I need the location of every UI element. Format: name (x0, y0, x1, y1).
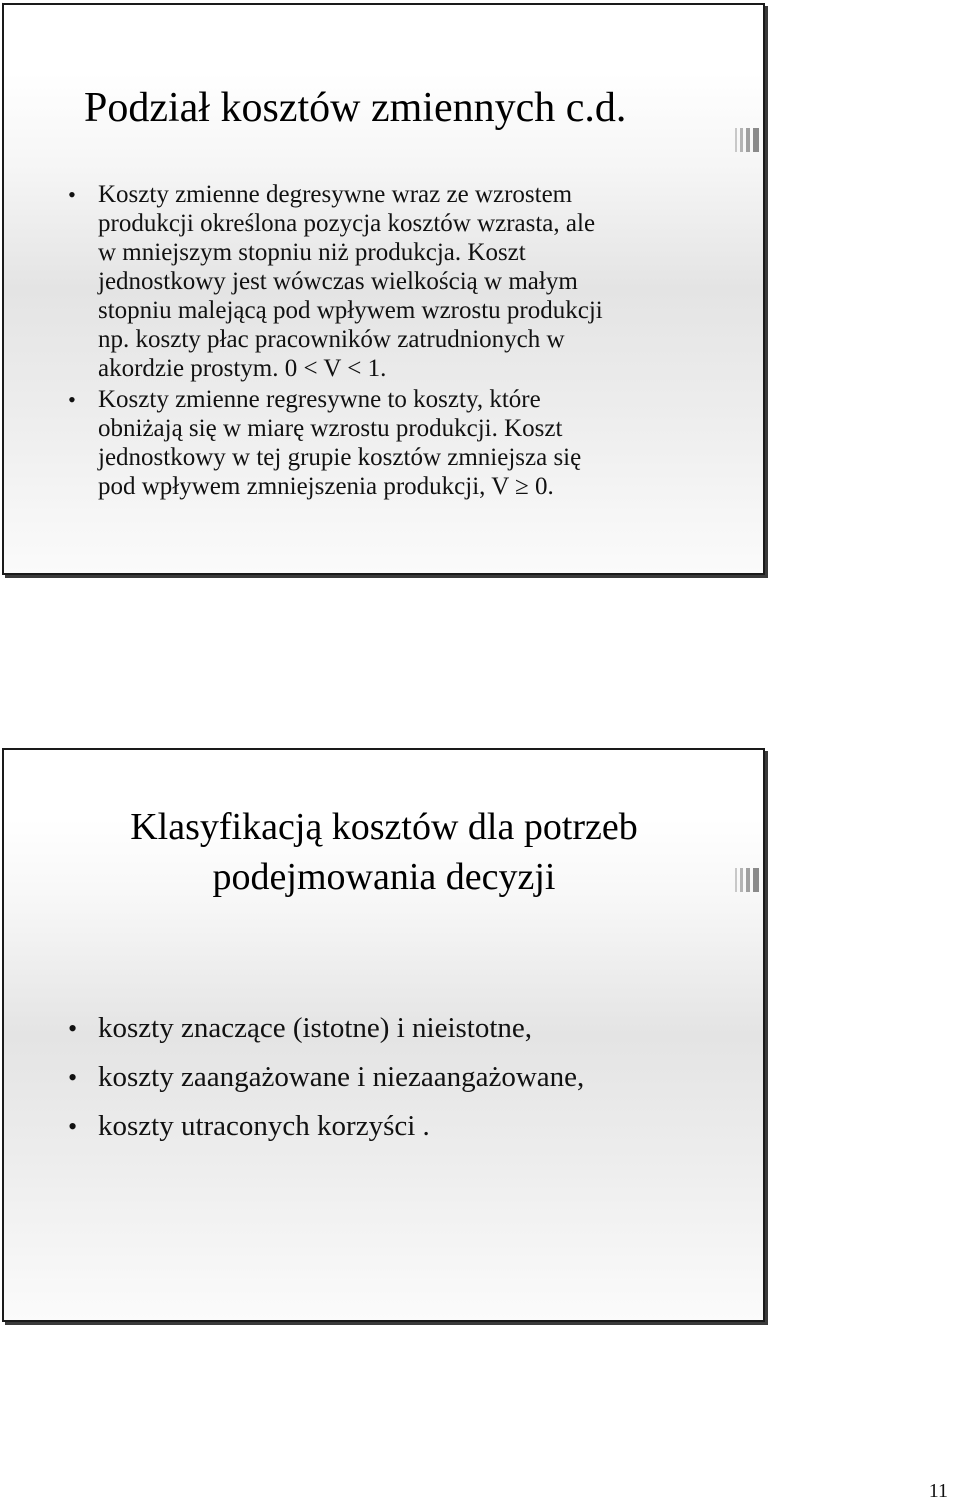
bullet-list (68, 1004, 728, 1151)
bullet-line: produkcji określona pozycja kosztów wzrasta, ale (98, 210, 596, 237)
decorative-bars (735, 868, 759, 892)
bullet-item (68, 1004, 728, 1053)
bullet-icon: • (68, 387, 76, 412)
bullet-line: akordzie prostym. 0 < V < 1. (98, 355, 387, 382)
bullet-text: koszty znaczące (istotne) i nieistotne, (98, 1012, 533, 1044)
slide-title: Podział kosztów zmiennych c.d. (84, 85, 627, 131)
bullet-item (68, 1053, 728, 1102)
bullet-text: koszty utraconych korzyści . (98, 1110, 430, 1142)
bullet-icon: • (68, 1014, 78, 1043)
bullet-line: stopniu malejącą pod wpływem wzrostu produkcji (98, 297, 603, 324)
slide-2 (2, 748, 765, 1322)
bullet-line: jednostkowy w tej grupie kosztów zmniejsza się (98, 444, 582, 471)
bullet-icon: • (68, 1112, 78, 1141)
bullet-icon: • (68, 1063, 78, 1092)
bullet-item (68, 1102, 728, 1151)
bullet-list (68, 180, 728, 503)
bullet-line: np. koszty płac pracowników zatrudnionych w (98, 326, 565, 353)
bullet-item (68, 180, 728, 383)
slide-title (44, 802, 724, 902)
page-number: 11 (928, 1480, 948, 1502)
bullet-item (68, 385, 728, 501)
bullet-icon: • (68, 182, 76, 207)
bullet-line: obniżają się w miarę wzrostu produkcji. Koszt (98, 415, 563, 442)
bullet-line: Koszty zmienne degresywne wraz ze wzrostem (98, 181, 573, 208)
decorative-bars (735, 128, 759, 152)
slide-1 (2, 3, 765, 575)
bullet-text: koszty zaangażowane i niezaangażowane, (98, 1061, 585, 1093)
bullet-line: pod wpływem zmniejszenia produkcji, V ≥ 0. (98, 473, 554, 500)
bullet-line: Koszty zmienne regresywne to koszty, które (98, 386, 541, 413)
bullet-line: jednostkowy jest wówczas wielkością w małym (98, 268, 578, 295)
slide-title-line: podejmowania decyzji (212, 856, 556, 898)
bullet-line: w mniejszym stopniu niż produkcja. Koszt (98, 239, 526, 266)
slide-title-line: Klasyfikacją kosztów dla potrzeb (130, 806, 638, 848)
